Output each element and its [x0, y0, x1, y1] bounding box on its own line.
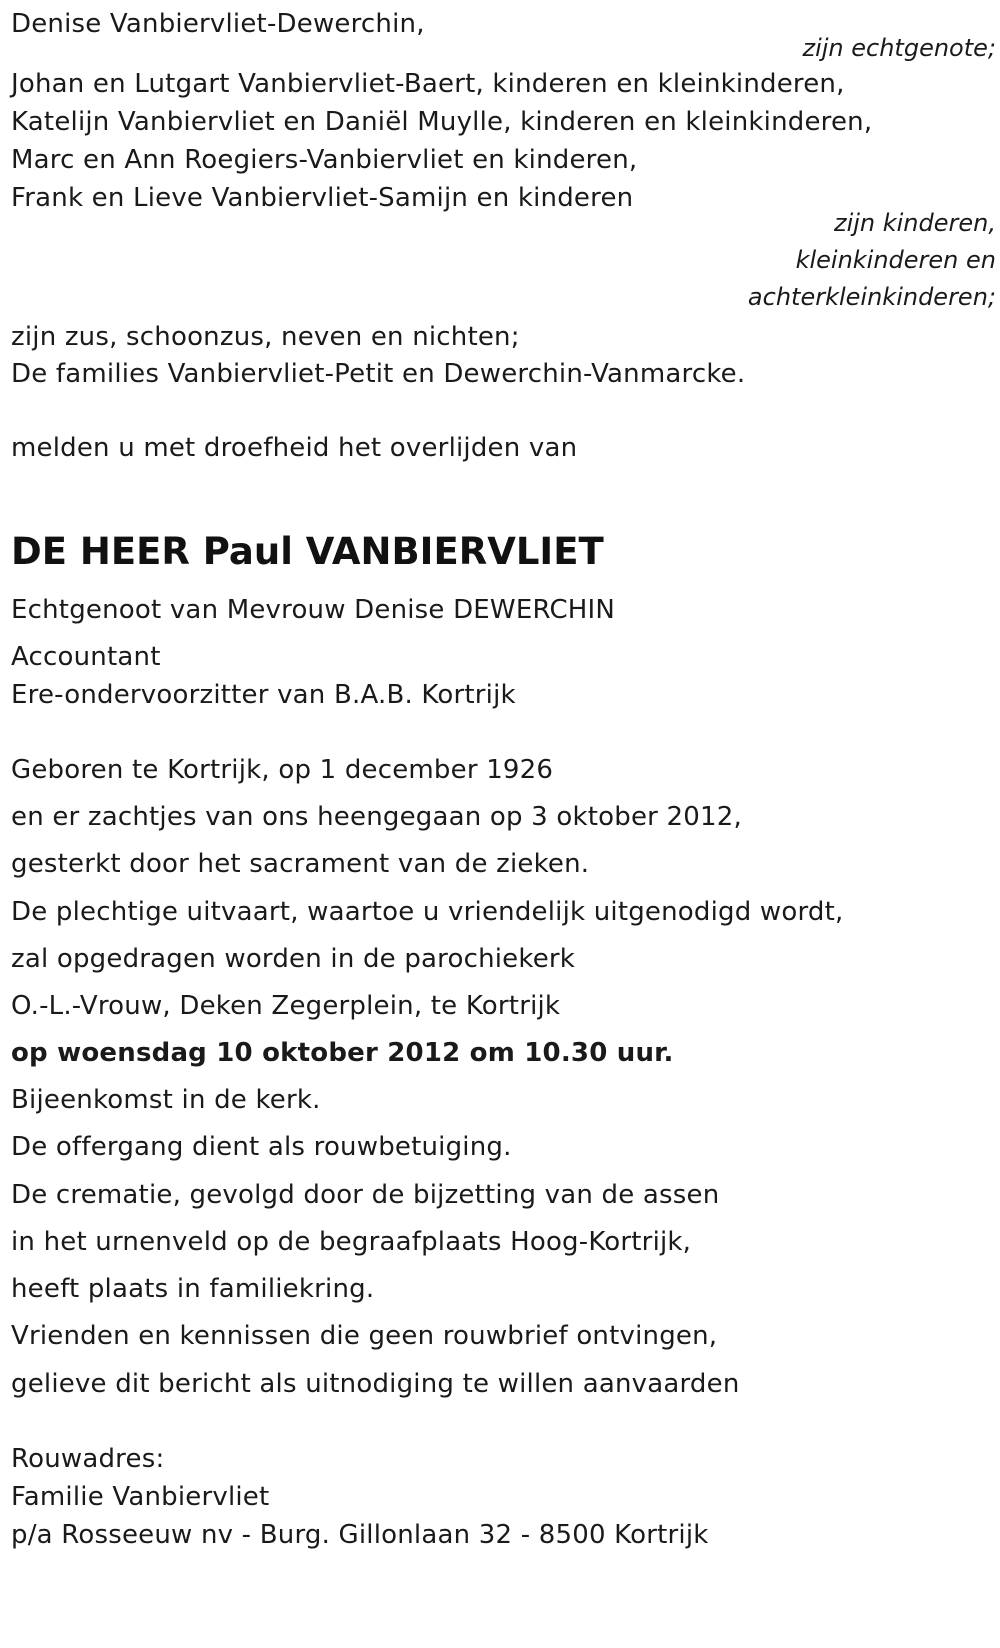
- body-line: en er zachtjes van ons heengegaan op 3 oktober 2012,: [11, 802, 742, 832]
- body-line: gelieve dit bericht als uitnodiging te willen aanvaarden: [11, 1369, 740, 1399]
- body-line: Bijeenkomst in de kerk.: [11, 1085, 321, 1115]
- funeral-date-line: op woensdag 10 oktober 2012 om 10.30 uur.: [11, 1038, 674, 1068]
- body-line: Geboren te Kortrijk, op 1 december 1926: [11, 755, 554, 785]
- children-line: Marc en Ann Roegiers-Vanbiervliet en kinderen,: [11, 145, 638, 175]
- body-line: De offergang dient als rouwbetuiging.: [11, 1132, 512, 1162]
- children-role: zijn kinderen,: [833, 209, 996, 237]
- deceased-name: DE HEER Paul VANBIERVLIET: [11, 530, 604, 573]
- children-line: Katelijn Vanbiervliet en Daniël Muylle, kinderen en kleinkinderen,: [11, 107, 873, 137]
- relatives-line: De families Vanbiervliet-Petit en Dewerchin-Vanmarcke.: [11, 359, 746, 389]
- detail-line: Accountant: [11, 642, 161, 672]
- address-label: Rouwadres:: [11, 1444, 165, 1474]
- children-role: achterkleinkinderen;: [747, 283, 996, 311]
- body-line: zal opgedragen worden in de parochiekerk: [11, 944, 576, 974]
- body-line: De crematie, gevolgd door de bijzetting van de assen: [11, 1180, 720, 1210]
- detail-line: Echtgenoot van Mevrouw Denise DEWERCHIN: [11, 595, 616, 625]
- spouse-name: Denise Vanbiervliet-Dewerchin,: [11, 9, 425, 39]
- address-line: Familie Vanbiervliet: [11, 1482, 270, 1512]
- intro-line: melden u met droefheid het overlijden van: [11, 433, 578, 463]
- body-line: heeft plaats in familiekring.: [11, 1274, 375, 1304]
- body-line: gesterkt door het sacrament van de zieken.: [11, 849, 590, 879]
- children-line: Frank en Lieve Vanbiervliet-Samijn en kinderen: [11, 183, 634, 213]
- children-role: kleinkinderen en: [795, 246, 996, 274]
- body-line: O.-L.-Vrouw, Deken Zegerplein, te Kortrijk: [11, 991, 561, 1021]
- address-line: p/a Rosseeuw nv - Burg. Gillonlaan 32 - 8500 Kortrijk: [11, 1520, 709, 1550]
- body-line: De plechtige uitvaart, waartoe u vriendelijk uitgenodigd wordt,: [11, 897, 844, 927]
- relatives-line: zijn zus, schoonzus, neven en nichten;: [11, 322, 520, 352]
- detail-line: Ere-ondervoorzitter van B.A.B. Kortrijk: [11, 680, 516, 710]
- body-line: Vrienden en kennissen die geen rouwbrief ontvingen,: [11, 1321, 718, 1351]
- spouse-role: zijn echtgenote;: [802, 34, 996, 62]
- children-line: Johan en Lutgart Vanbiervliet-Baert, kinderen en kleinkinderen,: [11, 69, 845, 99]
- body-line: in het urnenveld op de begraafplaats Hoog-Kortrijk,: [11, 1227, 692, 1257]
